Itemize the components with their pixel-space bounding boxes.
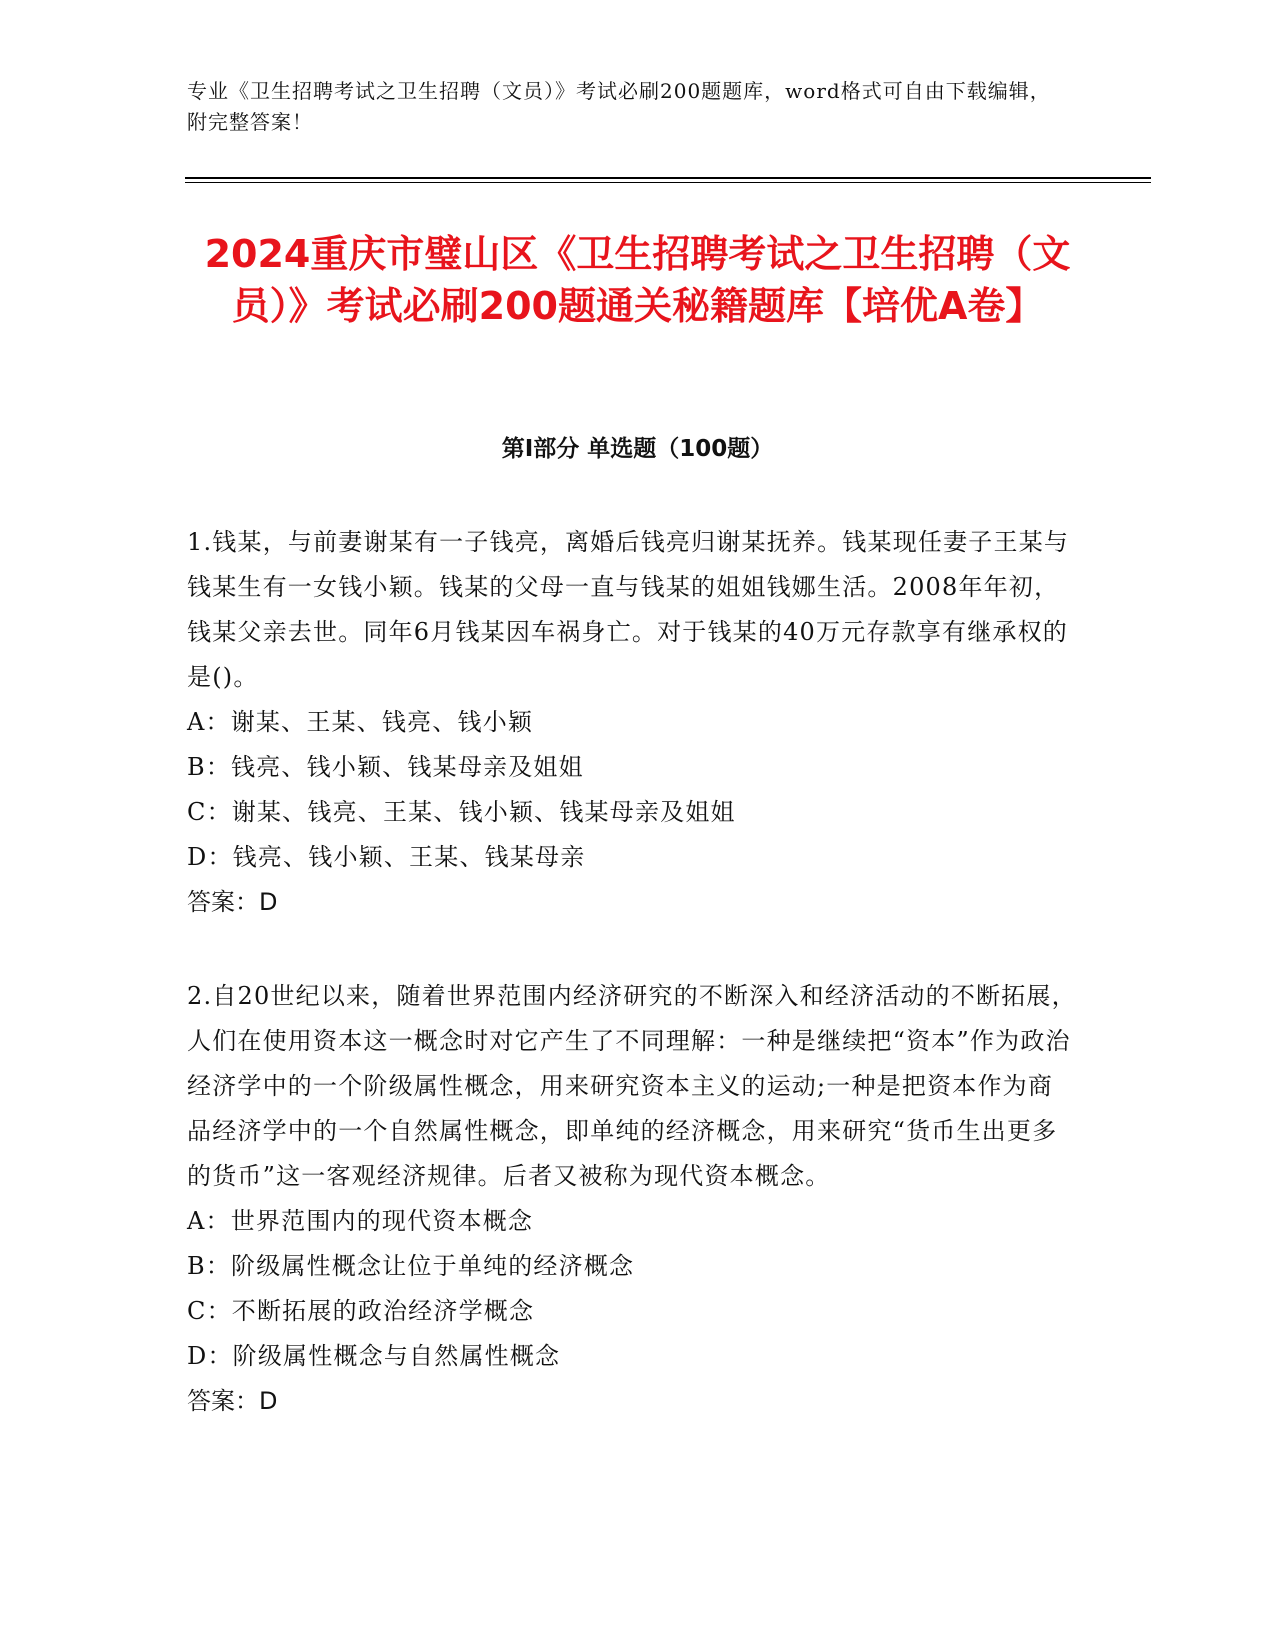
header-rule bbox=[185, 177, 1151, 179]
option-c: C：不断拓展的政治经济学概念 bbox=[187, 1297, 535, 1325]
section-heading: 第Ⅰ部分 单选题（100题） bbox=[501, 436, 774, 462]
question-stem: 2.自20世纪以来，随着世界范围内经济研究的不断深入和经济活动的不断拓展，人们在使用资本这一概念时对它产生了不同理解：一种是继续把“资本”作为政治经济学中的一个阶级属性概念，用来研究资本主义的运动;一种是把资本作为商品经济学中的一个自然属性概念，即单纯的经济概念，用来研究“货币生出更多的货币”这一客观经济规律。后者又被称为现代资本概念。 bbox=[187, 982, 1077, 1190]
option-d: D：阶级属性概念与自然属性概念 bbox=[187, 1342, 561, 1370]
header-note: 专业《卫生招聘考试之卫生招聘（文员）》考试必刷200题题库，word格式可自由下载编辑，附完整答案！ bbox=[187, 79, 1051, 134]
question-1 bbox=[187, 520, 1077, 925]
header-rule-thin bbox=[185, 182, 1151, 183]
answer-line: 答案：D bbox=[187, 1387, 278, 1415]
option-b: B：钱亮、钱小颖、钱某母亲及姐姐 bbox=[187, 753, 584, 781]
option-a: A：世界范围内的现代资本概念 bbox=[187, 1207, 534, 1235]
question-stem: 1.钱某，与前妻谢某有一子钱亮，离婚后钱亮归谢某抚养。钱某现任妻子王某与钱某生有一女钱小颖。钱某的父母一直与钱某的姐姐钱娜生活。2008年年初，钱某父亲去世。同年6月钱某因车祸身亡。对于钱某的40万元存款享有继承权的是()。 bbox=[187, 528, 1070, 691]
option-d: D：钱亮、钱小颖、王某、钱某母亲 bbox=[187, 843, 586, 871]
answer-line: 答案：D bbox=[187, 888, 278, 916]
option-c: C：谢某、钱亮、王某、钱小颖、钱某母亲及姐姐 bbox=[187, 798, 736, 826]
question-2 bbox=[187, 974, 1077, 1424]
option-b: B：阶级属性概念让位于单纯的经济概念 bbox=[187, 1252, 635, 1280]
option-a: A：谢某、王某、钱亮、钱小颖 bbox=[187, 708, 534, 736]
document-title: 2024重庆市璧山区《卫生招聘考试之卫生招聘（文员）》考试必刷200题通关秘籍题库【培优A卷】 bbox=[204, 232, 1071, 328]
